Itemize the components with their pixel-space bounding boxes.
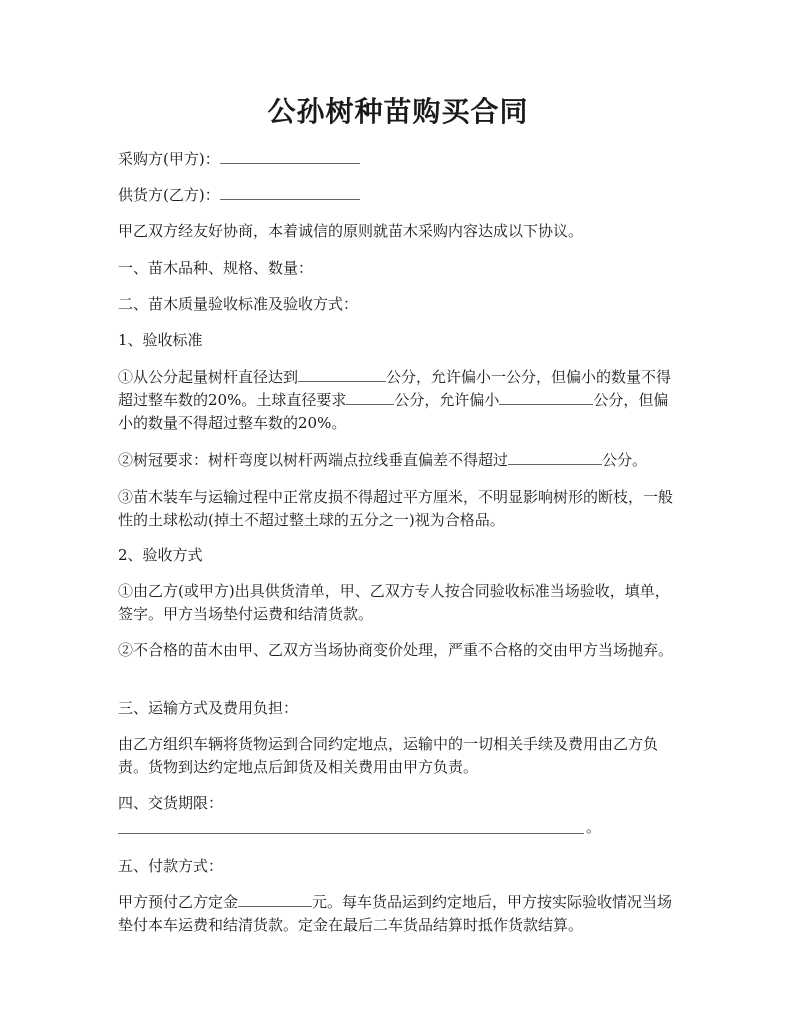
method-1-paragraph: ①由乙方(或甲方)出具供货清单，甲、乙双方专人按合同验收标准当场验收，填单，签字。甲方当场垫付运费和结清货款。 (118, 582, 670, 623)
delivery-period-blank (118, 833, 584, 834)
standard-1-text-b: 公分，允许偏小一公分，但偏小的数量不得超过整车数的20%。土球直径要求 (118, 368, 672, 409)
section2-heading: 二、苗木质量验收标准及验收方式： (118, 295, 359, 313)
standard-1-text-c: 公分，允许偏小 (394, 391, 500, 409)
seller-line (118, 184, 682, 207)
page-title: 公孙树种苗购买合同 (267, 95, 529, 128)
standard-2-paragraph (118, 449, 682, 472)
section5-heading: 五、付款方式： (118, 857, 224, 875)
section4-heading: 四、交货期限： (118, 794, 224, 812)
deposit-blank (238, 892, 312, 907)
standard-1-paragraph (118, 366, 682, 435)
standard-2-text-a: ②树冠要求：树杆弯度以树杆两端点拉线垂直偏差不得超过 (118, 451, 509, 469)
buyer-blank (220, 149, 360, 164)
standard-1-text-d: 公分，但偏小的数量不得超过整车数的20%。 (118, 391, 669, 432)
seller-blank (220, 185, 360, 200)
standard-1-text-a: ①从公分起量树杆直径达到 (118, 368, 299, 386)
section1-heading: 一、苗木品种、规格、数量： (118, 259, 314, 277)
intro-paragraph: 甲乙双方经友好协商，本着诚信的原则就苗木采购内容达成以下协议。 (118, 222, 584, 240)
section3-heading: 三、运输方式及费用负担： (118, 699, 299, 717)
delivery-period-end: 。 (586, 818, 602, 836)
payment-paragraph (118, 891, 682, 937)
crown-deviation-blank (508, 450, 602, 465)
trunk-diameter-blank (298, 367, 386, 382)
standard-2-text-b: 公分。 (602, 451, 648, 469)
subsection1-heading: 1、验收标准 (118, 331, 203, 349)
subsection2-heading: 2、验收方式 (118, 546, 203, 564)
buyer-label: 采购方(甲方)： (118, 150, 220, 168)
buyer-line (118, 148, 682, 171)
method-2-paragraph: ②不合格的苗木由甲、乙双方当场协商变价处理，严重不合格的交由甲方当场抛弃。 (118, 641, 674, 659)
transport-paragraph: 由乙方组织车辆将货物运到合同约定地点，运输中的一切相关手续及费用由乙方负责。货物到达约定地点后卸货及相关费用由甲方负责。 (118, 735, 659, 776)
root-ball-tolerance-blank (499, 390, 593, 405)
payment-text-b: 元。每车货品运到约定地后，甲方按实际验收情况当场垫付本车运费和结清货款。定金在最后二车货品结算时抵作货款结算。 (118, 893, 673, 934)
root-ball-blank (346, 390, 394, 405)
payment-text-a: 甲方预付乙方定金 (118, 893, 239, 911)
seller-label: 供货方(乙方)： (118, 186, 220, 204)
standard-3-paragraph: ③苗木装车与运输过程中正常皮损不得超过平方厘米，不明显影响树形的断枝，一般性的土球松动(掉土不超过整土球的五分之一)视为合格品。 (118, 488, 674, 529)
